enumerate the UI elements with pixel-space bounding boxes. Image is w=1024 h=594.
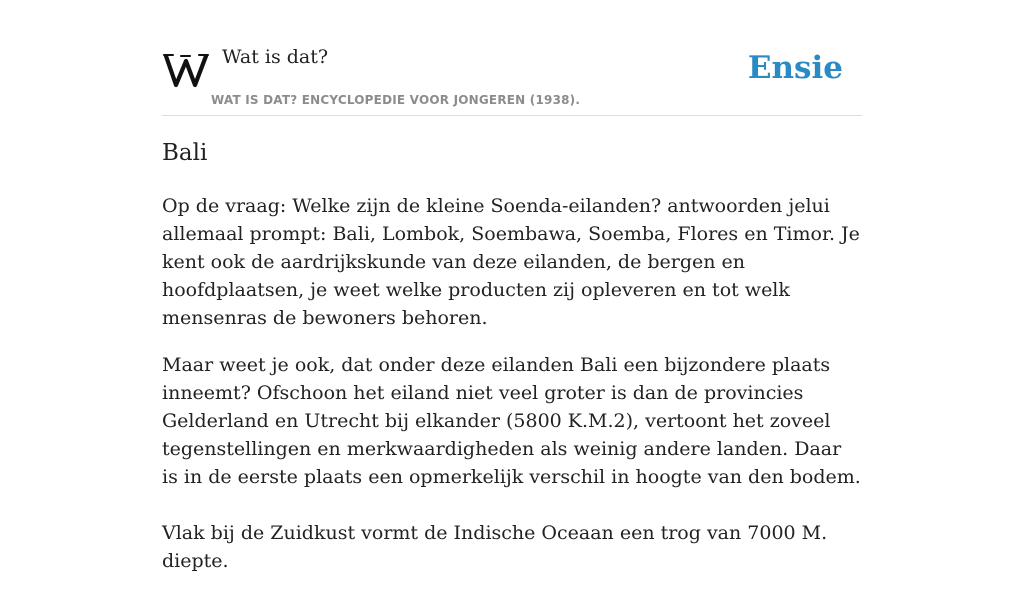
brand-link[interactable]: Ensie — [747, 50, 843, 86]
article-paragraph: Op de vraag: Welke zijn de kleine Soenda-eilanden? antwoorden jelui allemaal prompt: Bali, Lombok, Soembawa, Soemba, Flores en Timor. Je kent ook de aardrijkskunde van deze eilanden, de bergen en hoofdplaatsen, je weet welke producten zij opleveren en tot welk mensenras de bewoners behoren. — [162, 195, 860, 329]
site-subtitle: WAT IS DAT? ENCYCLOPEDIE VOOR JONGEREN (1938). — [211, 93, 581, 107]
site-title[interactable]: Wat is dat? — [222, 46, 329, 68]
wikipedia-logo[interactable] — [164, 50, 208, 90]
wikipedia-w-icon — [164, 51, 208, 89]
article-title: Bali — [162, 140, 208, 166]
article-body — [162, 192, 862, 594]
article-paragraph: Maar weet je ook, dat onder deze eilanden Bali een bijzondere plaats inneemt? Ofschoon het eiland niet veel groter is dan de provincies Gelderland en Utrecht bij elkander (5800 K.M.2), vertoont het zoveel tegenstellingen en merkwaardigheden als weinig andere landen. Daar is in de eerste plaats een opmerkelijk verschil in hoogte van den bodem. — [162, 354, 861, 488]
article-paragraph: Vlak bij de Zuidkust vormt de Indische Oceaan een trog van 7000 M. diepte. — [162, 522, 828, 572]
header-divider — [162, 115, 862, 116]
